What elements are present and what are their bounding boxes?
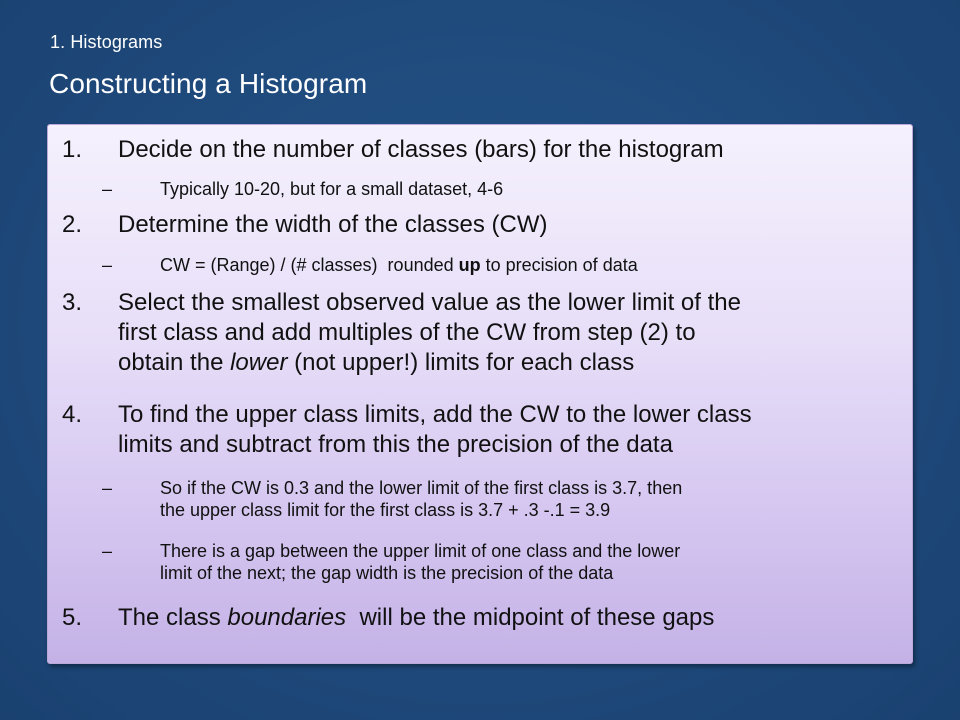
- dash-bullet: –: [102, 255, 113, 275]
- step-text-part: The class: [118, 604, 228, 631]
- step-text: [118, 288, 896, 378]
- step-text: [118, 603, 896, 633]
- step-text-line: limits and subtract from this the precision of the data: [118, 431, 673, 458]
- sub-point-line: There is a gap between the upper limit of one class and the lower: [160, 541, 681, 561]
- step-text-line: Select the smallest observed value as the lower limit of the: [118, 289, 741, 316]
- sub-point-text-part: to precision of data: [480, 255, 638, 275]
- dash-bullet: –: [102, 179, 113, 199]
- step-number: 2.: [62, 211, 83, 238]
- step-text-line: first class and add multiples of the CW from step (2) to: [118, 319, 696, 346]
- slide-title: Constructing a Histogram: [49, 68, 368, 99]
- step-text-part: obtain the: [118, 349, 231, 376]
- step-text-line: [118, 348, 896, 378]
- dash-bullet: –: [102, 541, 113, 561]
- bold-emphasis: up: [458, 255, 481, 275]
- step-number: 3.: [62, 289, 83, 316]
- step-text-part: will be the midpoint of these gaps: [346, 604, 715, 631]
- sub-point-text: [160, 254, 896, 276]
- section-label: 1. Histograms: [50, 32, 163, 52]
- content-box: [47, 124, 913, 664]
- sub-point-line: limit of the next; the gap width is the precision of the data: [160, 563, 614, 583]
- step-number: 1.: [62, 136, 83, 163]
- step-number: 4.: [62, 401, 83, 428]
- step-text: Determine the width of the classes (CW): [118, 211, 548, 238]
- sub-point-text-part: CW = (Range) / (# classes) rounded: [160, 255, 459, 275]
- italic-emphasis: lower: [230, 349, 288, 376]
- step-text-line: To find the upper class limits, add the CW to the lower class: [118, 401, 752, 428]
- step-text: [118, 400, 896, 460]
- sub-point-line: So if the CW is 0.3 and the lower limit of the first class is 3.7, then: [160, 478, 683, 498]
- sub-point-text: [160, 540, 896, 584]
- step-text: Decide on the number of classes (bars) for the histogram: [118, 136, 724, 163]
- step-text-part: (not upper!) limits for each class: [287, 349, 635, 376]
- dash-bullet: –: [102, 478, 113, 498]
- sub-point-line: the upper class limit for the first class is 3.7 + .3 -.1 = 3.9: [160, 500, 611, 520]
- step-number: 5.: [62, 604, 83, 631]
- italic-emphasis: boundaries: [227, 604, 347, 631]
- sub-point-text: Typically 10-20, but for a small dataset, 4-6: [160, 179, 504, 199]
- sub-point-text: [160, 477, 896, 521]
